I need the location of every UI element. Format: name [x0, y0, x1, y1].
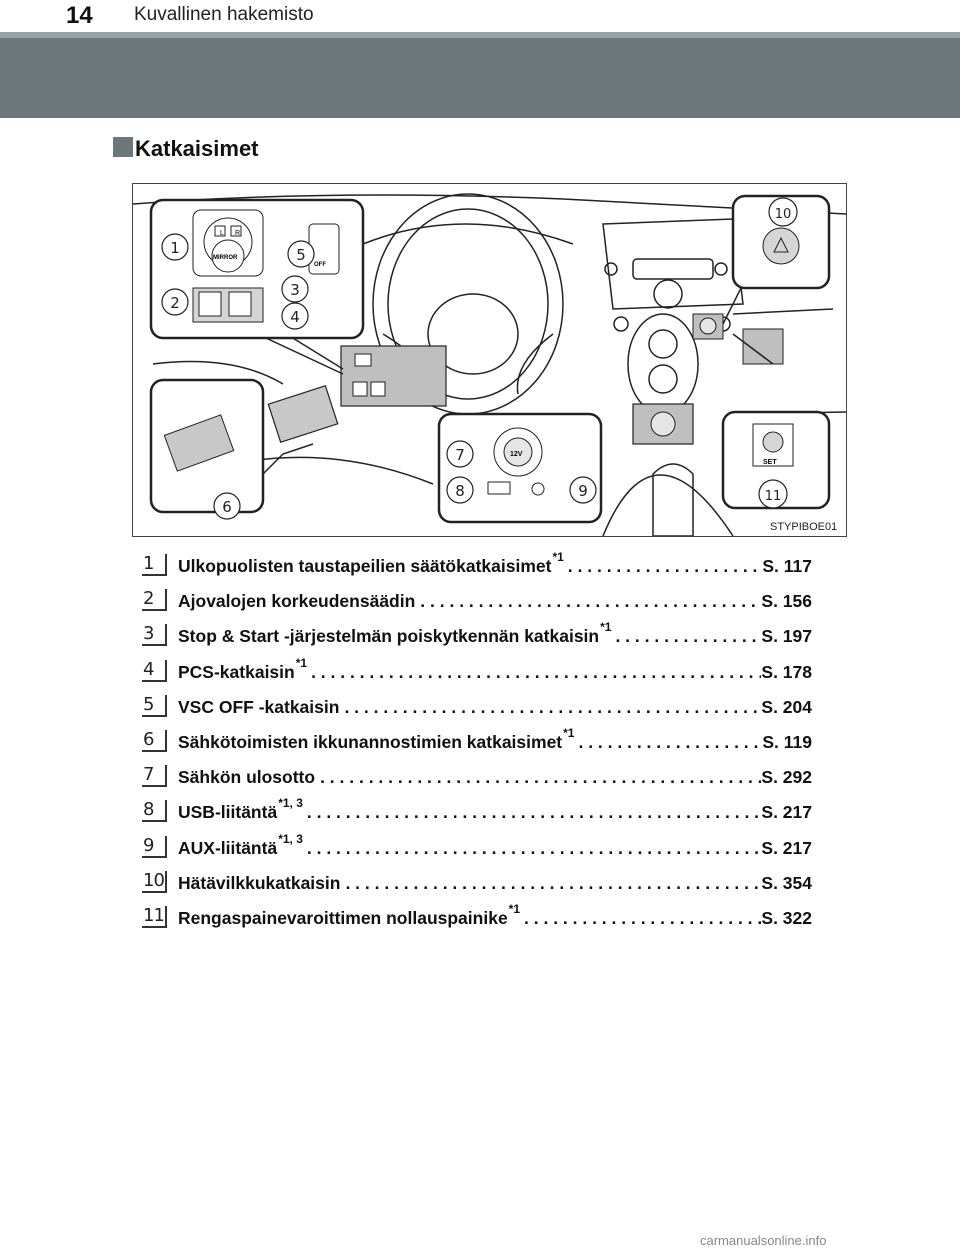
item-label: Sähkötoimisten ikkunannostimien katkaisimet$^{*1}$	[178, 725, 575, 752]
leader-dots	[520, 908, 761, 929]
dashboard-illustration	[132, 183, 847, 537]
section-title: Katkaisimet	[135, 136, 259, 161]
control-pod	[628, 314, 698, 414]
item-footnote: *1, 3	[278, 831, 303, 846]
callout-5: 5	[296, 246, 306, 264]
list-item	[142, 552, 812, 587]
item-entry	[178, 901, 812, 929]
list-item	[142, 725, 812, 763]
item-label: AUX-liitäntä$^{*1, 3}$	[178, 831, 303, 858]
item-page-ref[interactable]: S. 197	[761, 626, 812, 647]
leader-dots	[341, 873, 761, 894]
header-title: Kuvallinen hakemisto	[134, 4, 314, 25]
svg-text:SET: SET	[763, 459, 777, 466]
svg-text:MIRROR: MIRROR	[213, 255, 238, 261]
item-number-badge: 1	[142, 554, 167, 576]
leader-dots	[340, 697, 761, 718]
list-item	[142, 587, 812, 622]
footer-watermark: carmanualsonline.info	[700, 1233, 827, 1248]
item-footnote: *1	[508, 901, 521, 916]
item-page-ref[interactable]: S. 354	[761, 872, 812, 893]
item-number-badge: 2	[142, 589, 167, 611]
svg-text:12V: 12V	[510, 451, 523, 458]
item-label: Ajovalojen korkeudensäädin	[178, 591, 416, 612]
callout-2: 2	[170, 294, 180, 312]
item-footnote: *1	[295, 655, 308, 670]
callout-10: 10	[774, 207, 792, 222]
list-item	[142, 693, 812, 728]
dashboard-drawing	[133, 184, 846, 536]
item-label: Hätävilkkukatkaisin	[178, 872, 341, 893]
switch-index-list	[142, 552, 812, 939]
item-label: PCS-katkaisin$^{*1}$	[178, 655, 308, 682]
figure-caption: STYPIBOE01	[770, 521, 838, 533]
item-footnote: *1	[600, 620, 612, 635]
callout-4: 4	[290, 308, 300, 326]
item-entry	[178, 655, 812, 683]
item-number-badge: 7	[142, 765, 167, 787]
item-footnote: *1, 3	[278, 796, 303, 811]
leader-dots	[316, 767, 761, 788]
item-entry	[178, 725, 812, 753]
item-label: Rengaspainevaroittimen nollauspainike$^{*1}$	[178, 901, 521, 928]
callout-3: 3	[290, 281, 300, 299]
callout-8: 8	[455, 482, 465, 500]
item-number-badge: 11	[142, 906, 167, 928]
item-entry	[178, 550, 812, 577]
list-item	[142, 901, 812, 939]
item-number-badge: 4	[142, 660, 167, 682]
item-page-ref[interactable]: S. 119	[762, 731, 812, 752]
item-label: USB-liitäntä$^{*1, 3}$	[178, 796, 303, 823]
list-item	[142, 622, 812, 657]
item-page-ref[interactable]: S. 178	[761, 661, 812, 682]
page-header	[0, 0, 960, 32]
radio-panel	[603, 219, 743, 309]
item-entry	[178, 767, 812, 788]
callout-7: 7	[455, 446, 465, 464]
svg-text:L: L	[220, 230, 224, 237]
item-page-ref[interactable]: S. 217	[761, 802, 812, 823]
item-label: Sähkön ulosotto	[178, 767, 316, 788]
page-number: 14	[66, 2, 93, 29]
item-number-badge: 9	[142, 836, 167, 858]
callout-6: 6	[222, 498, 232, 516]
item-number-badge: 5	[142, 695, 167, 717]
list-item	[142, 831, 812, 869]
item-number-badge: 10	[142, 871, 167, 893]
item-page-ref[interactable]: S. 156	[761, 591, 812, 612]
leader-dots	[307, 662, 761, 683]
leader-dots	[303, 802, 762, 823]
item-label: Stop & Start -järjestelmän poiskytkennän katkaisin$^{*1}$	[178, 620, 612, 647]
svg-text:OFF: OFF	[314, 262, 326, 268]
item-page-ref[interactable]: S. 292	[761, 767, 812, 788]
item-footnote: *1	[552, 550, 564, 564]
item-page-ref[interactable]: S. 217	[761, 837, 812, 858]
callout-1: 1	[170, 239, 180, 257]
item-entry	[178, 831, 812, 859]
callout-11: 11	[764, 489, 782, 504]
leader-dots	[574, 732, 762, 753]
section-marker-icon	[113, 137, 133, 157]
item-page-ref[interactable]: S. 322	[761, 907, 812, 928]
leader-dots	[564, 556, 763, 577]
leader-dots	[303, 838, 762, 859]
item-entry	[178, 873, 812, 894]
leader-dots	[416, 591, 761, 612]
item-number-badge: 3	[142, 624, 167, 646]
callout-9: 9	[578, 482, 588, 500]
list-item	[142, 763, 812, 798]
item-page-ref[interactable]: S. 117	[762, 556, 812, 576]
svg-text:R: R	[235, 230, 241, 237]
list-item	[142, 869, 812, 904]
item-footnote: *1	[563, 725, 575, 740]
item-label: Ulkopuolisten taustapeilien säätökatkaisimet$^{*1}$	[178, 550, 564, 576]
item-entry	[178, 620, 812, 647]
item-number-badge: 8	[142, 800, 167, 822]
item-entry	[178, 591, 812, 612]
item-page-ref[interactable]: S. 204	[761, 696, 812, 717]
list-item	[142, 655, 812, 693]
item-number-badge: 6	[142, 730, 167, 752]
item-entry	[178, 796, 812, 823]
list-item	[142, 798, 812, 833]
leader-dots	[611, 626, 761, 647]
item-label: VSC OFF -katkaisin	[178, 696, 340, 717]
header-band	[0, 38, 960, 118]
item-entry	[178, 697, 812, 718]
